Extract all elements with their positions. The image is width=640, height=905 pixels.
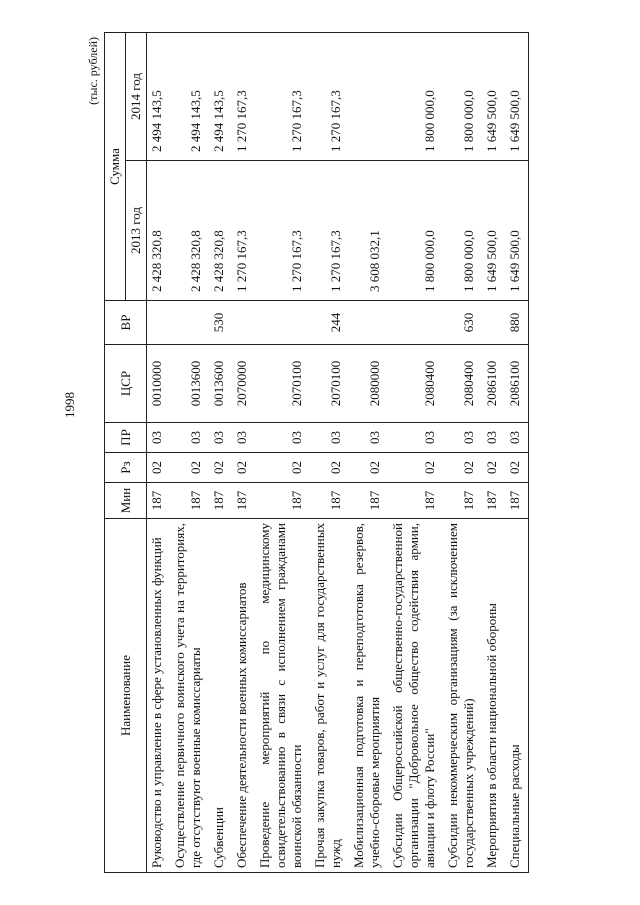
cell-name: Мероприятия в области национальной обороны <box>482 519 505 873</box>
cell-pr: 03 <box>388 423 443 453</box>
cell-pr: 03 <box>505 423 529 453</box>
cell-amount-2014 <box>349 33 388 161</box>
cell-rz: 02 <box>505 453 529 483</box>
cell-pr: 03 <box>232 423 255 453</box>
cell-csr: 2086100 <box>505 345 529 423</box>
table-row <box>147 33 171 873</box>
cell-name: Специальные расходы <box>505 519 529 873</box>
table-row <box>349 33 388 873</box>
cell-vr: 530 <box>209 301 232 345</box>
units-note: (тыс. рублей) <box>86 37 100 105</box>
cell-amount-2013: 1 800 000,0 <box>443 161 482 301</box>
page-number: 1998 <box>62 392 77 418</box>
cell-amount-2013: 1 649 500,0 <box>505 161 529 301</box>
table-row <box>232 33 255 873</box>
table-row <box>255 33 310 873</box>
cell-amount-2014: 1 270 167,3 <box>310 33 349 161</box>
cell-min: 187 <box>349 483 388 519</box>
cell-csr: 2080000 <box>349 345 388 423</box>
cell-csr: 2080400 <box>443 345 482 423</box>
cell-amount-2013: 1 649 500,0 <box>482 161 505 301</box>
cell-rz: 02 <box>170 453 209 483</box>
cell-rz: 02 <box>209 453 232 483</box>
cell-name: Руководство и управление в сфере установленных функций <box>147 519 171 873</box>
cell-name: Прочая закупка товаров, работ и услуг для государственных нужд <box>310 519 349 873</box>
cell-csr: 2086100 <box>482 345 505 423</box>
cell-rz: 02 <box>255 453 310 483</box>
cell-pr: 03 <box>209 423 232 453</box>
cell-amount-2013: 2 428 320,8 <box>170 161 209 301</box>
cell-amount-2014: 1 649 500,0 <box>482 33 505 161</box>
cell-min: 187 <box>310 483 349 519</box>
cell-csr: 0013600 <box>209 345 232 423</box>
cell-amount-2014: 1 800 000,0 <box>443 33 482 161</box>
header-name: Наименование <box>105 519 147 873</box>
cell-vr <box>349 301 388 345</box>
cell-name: Субсидии некоммерческим организациям (за исключением государственных учреждений) <box>443 519 482 873</box>
cell-name: Мобилизационная подготовка и переподготовка резервов, учебно-сборовые мероприятия <box>349 519 388 873</box>
cell-csr: 2070100 <box>310 345 349 423</box>
cell-rz: 02 <box>232 453 255 483</box>
cell-vr <box>170 301 209 345</box>
table-row <box>170 33 209 873</box>
header-vr: ВР <box>105 301 147 345</box>
cell-name: Обеспечение деятельности военных комиссариатов <box>232 519 255 873</box>
table-row <box>209 33 232 873</box>
cell-amount-2013: 1 800 000,0 <box>388 161 443 301</box>
cell-amount-2014: 2 494 143,5 <box>170 33 209 161</box>
header-year-2013: 2013 год <box>126 161 147 301</box>
table-row <box>388 33 443 873</box>
cell-name: Осуществление первичного воинского учета на территориях, где отсутствуют военные комиссариаты <box>170 519 209 873</box>
cell-rz: 02 <box>388 453 443 483</box>
header-min: Мин <box>105 483 147 519</box>
cell-csr: 2070000 <box>232 345 255 423</box>
cell-csr: 0010000 <box>147 345 171 423</box>
cell-rz: 02 <box>482 453 505 483</box>
cell-rz: 02 <box>349 453 388 483</box>
cell-min: 187 <box>443 483 482 519</box>
cell-pr: 03 <box>443 423 482 453</box>
header-rz: Рз <box>105 453 147 483</box>
cell-amount-2014: 2 494 143,5 <box>147 33 171 161</box>
table-row <box>310 33 349 873</box>
cell-min: 187 <box>209 483 232 519</box>
header-year-2014: 2014 год <box>126 33 147 161</box>
cell-min: 187 <box>170 483 209 519</box>
cell-min: 187 <box>388 483 443 519</box>
cell-min: 187 <box>482 483 505 519</box>
cell-amount-2013: 1 270 167,3 <box>310 161 349 301</box>
cell-rz: 02 <box>310 453 349 483</box>
cell-min: 187 <box>147 483 171 519</box>
cell-csr: 2080400 <box>388 345 443 423</box>
cell-name: Проведение мероприятий по медицинскому освидетельствованию в связи с исполнением гражданами воинской обязанности <box>255 519 310 873</box>
cell-rz: 02 <box>147 453 171 483</box>
cell-amount-2013: 2 428 320,8 <box>209 161 232 301</box>
cell-name: Субвенции <box>209 519 232 873</box>
budget-table <box>104 32 529 873</box>
cell-amount-2014: 1 270 167,3 <box>232 33 255 161</box>
cell-rz: 02 <box>443 453 482 483</box>
cell-amount-2014: 1 800 000,0 <box>388 33 443 161</box>
cell-pr: 03 <box>255 423 310 453</box>
table-row <box>443 33 482 873</box>
cell-amount-2014: 1 649 500,0 <box>505 33 529 161</box>
cell-csr: 2070100 <box>255 345 310 423</box>
cell-vr <box>482 301 505 345</box>
table-row <box>505 33 529 873</box>
cell-vr <box>388 301 443 345</box>
cell-pr: 03 <box>482 423 505 453</box>
cell-min: 187 <box>255 483 310 519</box>
header-csr: ЦСР <box>105 345 147 423</box>
table-row <box>482 33 505 873</box>
cell-name: Субсидии Общероссийской общественно-государственной организации "Добровольное общество содействия армии, авиации и флоту России" <box>388 519 443 873</box>
cell-amount-2014: 2 494 143,5 <box>209 33 232 161</box>
cell-pr: 03 <box>170 423 209 453</box>
cell-vr <box>147 301 171 345</box>
cell-amount-2013: 1 270 167,3 <box>232 161 255 301</box>
cell-amount-2013: 2 428 320,8 <box>147 161 171 301</box>
table-body <box>147 33 529 873</box>
cell-vr: 244 <box>310 301 349 345</box>
cell-pr: 03 <box>349 423 388 453</box>
cell-vr: 880 <box>505 301 529 345</box>
cell-amount-2013: 1 270 167,3 <box>255 161 310 301</box>
cell-vr: 630 <box>443 301 482 345</box>
cell-pr: 03 <box>310 423 349 453</box>
header-sum: Сумма <box>105 33 126 301</box>
cell-pr: 03 <box>147 423 171 453</box>
cell-csr: 0013600 <box>170 345 209 423</box>
rotated-table-sheet <box>86 33 574 873</box>
cell-min: 187 <box>232 483 255 519</box>
cell-amount-2013: 3 608 032,1 <box>349 161 388 301</box>
cell-min: 187 <box>505 483 529 519</box>
header-pr: ПР <box>105 423 147 453</box>
cell-vr <box>255 301 310 345</box>
cell-vr <box>232 301 255 345</box>
cell-amount-2014: 1 270 167,3 <box>255 33 310 161</box>
